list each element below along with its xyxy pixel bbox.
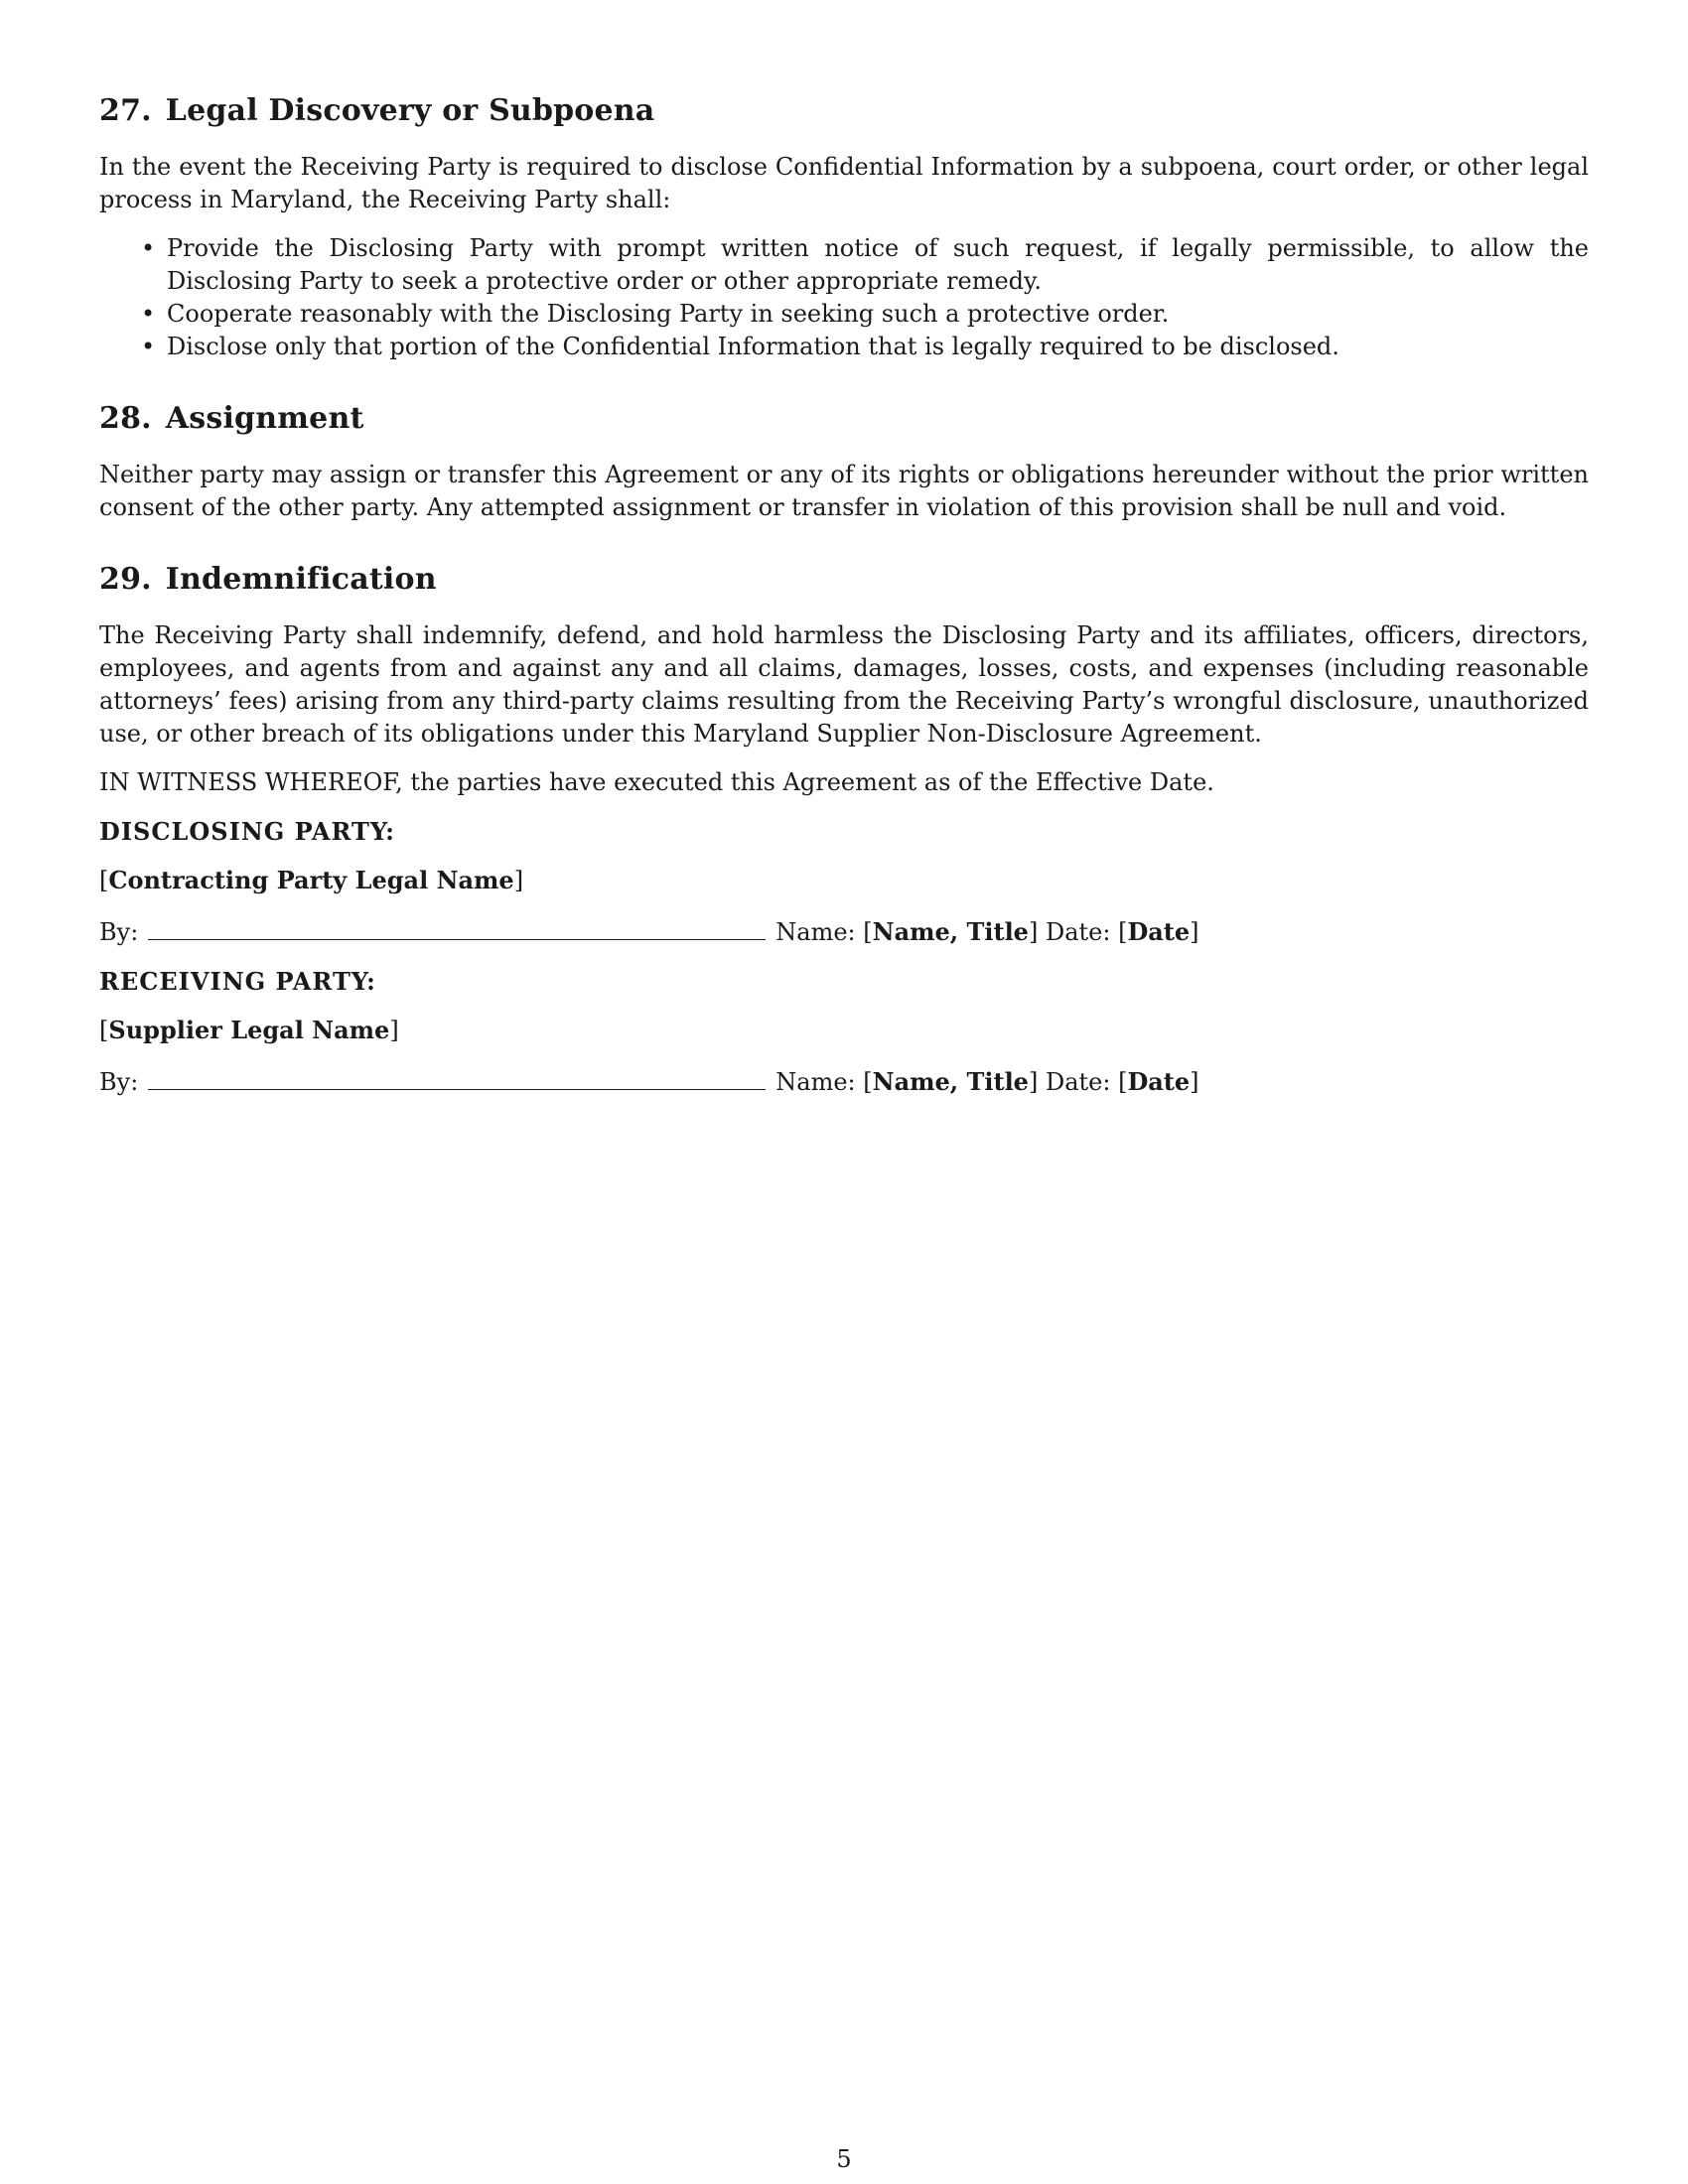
section-title: Legal Discovery or Subpoena	[165, 93, 655, 128]
signature-block-disclosing	[99, 815, 1589, 949]
name-label: Name:	[775, 918, 856, 946]
party-label: RECEIVING PARTY:	[99, 967, 376, 996]
date-label: Date:	[1045, 1068, 1111, 1096]
section-number: 29.	[99, 562, 152, 597]
section-heading	[99, 91, 1589, 131]
signature-line: By: Name: [Name, Title] Date: [Date]	[99, 913, 1589, 949]
section-legal-discovery	[99, 91, 1589, 363]
party-label: DISCLOSING PARTY:	[99, 817, 395, 846]
list-item: • Disclose only that portion of the Confidential Information that is legally required to be disclosed.	[167, 331, 1589, 363]
section-title: Indemnification	[165, 562, 437, 597]
section-body: The Receiving Party shall indemnify, defend, and hold harmless the Disclosing Party and its affiliates, officers, directors, employees, and agents from and against any and all claims, damages, losses, costs, and expenses (including reasonable attorneys’ fees) arising from any third-party claims resulting from the Receiving Party’s wrongful disclosure, unauthorized use, or other breach of its obligations under this Maryland Supplier Non-Disclosure Agreement.	[99, 621, 1589, 748]
list-item: • Cooperate reasonably with the Disclosing Party in seeking such a protective order.	[167, 298, 1589, 331]
by-label: By:	[99, 1068, 139, 1096]
date-placeholder: Date	[1127, 917, 1191, 946]
by-label: By:	[99, 918, 139, 946]
section-body: Neither party may assign or transfer this Agreement or any of its rights or obligations hereunder without the prior written consent of the other party. Any attempted assignment or transfer in violation of this provision shall be null and void.	[99, 461, 1589, 521]
signature-block-receiving	[99, 965, 1589, 1099]
section-number: 28.	[99, 401, 152, 436]
section-indemnification	[99, 560, 1589, 799]
name-title-placeholder: Name, Title	[872, 1067, 1029, 1096]
date-placeholder: Date	[1127, 1067, 1191, 1096]
page-number: 5	[836, 2145, 852, 2173]
section-assignment	[99, 399, 1589, 524]
section-heading	[99, 399, 1589, 439]
signature-field[interactable]	[148, 1063, 766, 1090]
section-number: 27.	[99, 93, 152, 128]
signature-field[interactable]	[148, 913, 766, 940]
section-title: Assignment	[165, 401, 364, 436]
signature-line: By: Name: [Name, Title] Date: [Date]	[99, 1063, 1589, 1099]
document-page	[99, 91, 1589, 1115]
party-name-placeholder: Supplier Legal Name	[108, 1016, 390, 1044]
party-name: [Supplier Legal Name]	[99, 1016, 399, 1044]
section-intro: In the event the Receiving Party is required to disclose Confidential Information by a subpoena, court order, or other legal process in Maryland, the Receiving Party shall:	[99, 153, 1589, 213]
list-item: • Provide the Disclosing Party with prompt written notice of such request, if legally permissible, to allow the Disclosing Party to seek a protective order or other appropriate remedy.	[167, 232, 1589, 298]
party-name: [Contracting Party Legal Name]	[99, 866, 524, 894]
party-name-placeholder: Contracting Party Legal Name	[108, 866, 514, 894]
name-title-placeholder: Name, Title	[872, 917, 1029, 946]
name-label: Name:	[775, 1068, 856, 1096]
date-label: Date:	[1045, 918, 1111, 946]
section-heading	[99, 560, 1589, 600]
bullet-list	[99, 232, 1589, 363]
witness-clause: IN WITNESS WHEREOF, the parties have executed this Agreement as of the Effective Date.	[99, 768, 1214, 796]
